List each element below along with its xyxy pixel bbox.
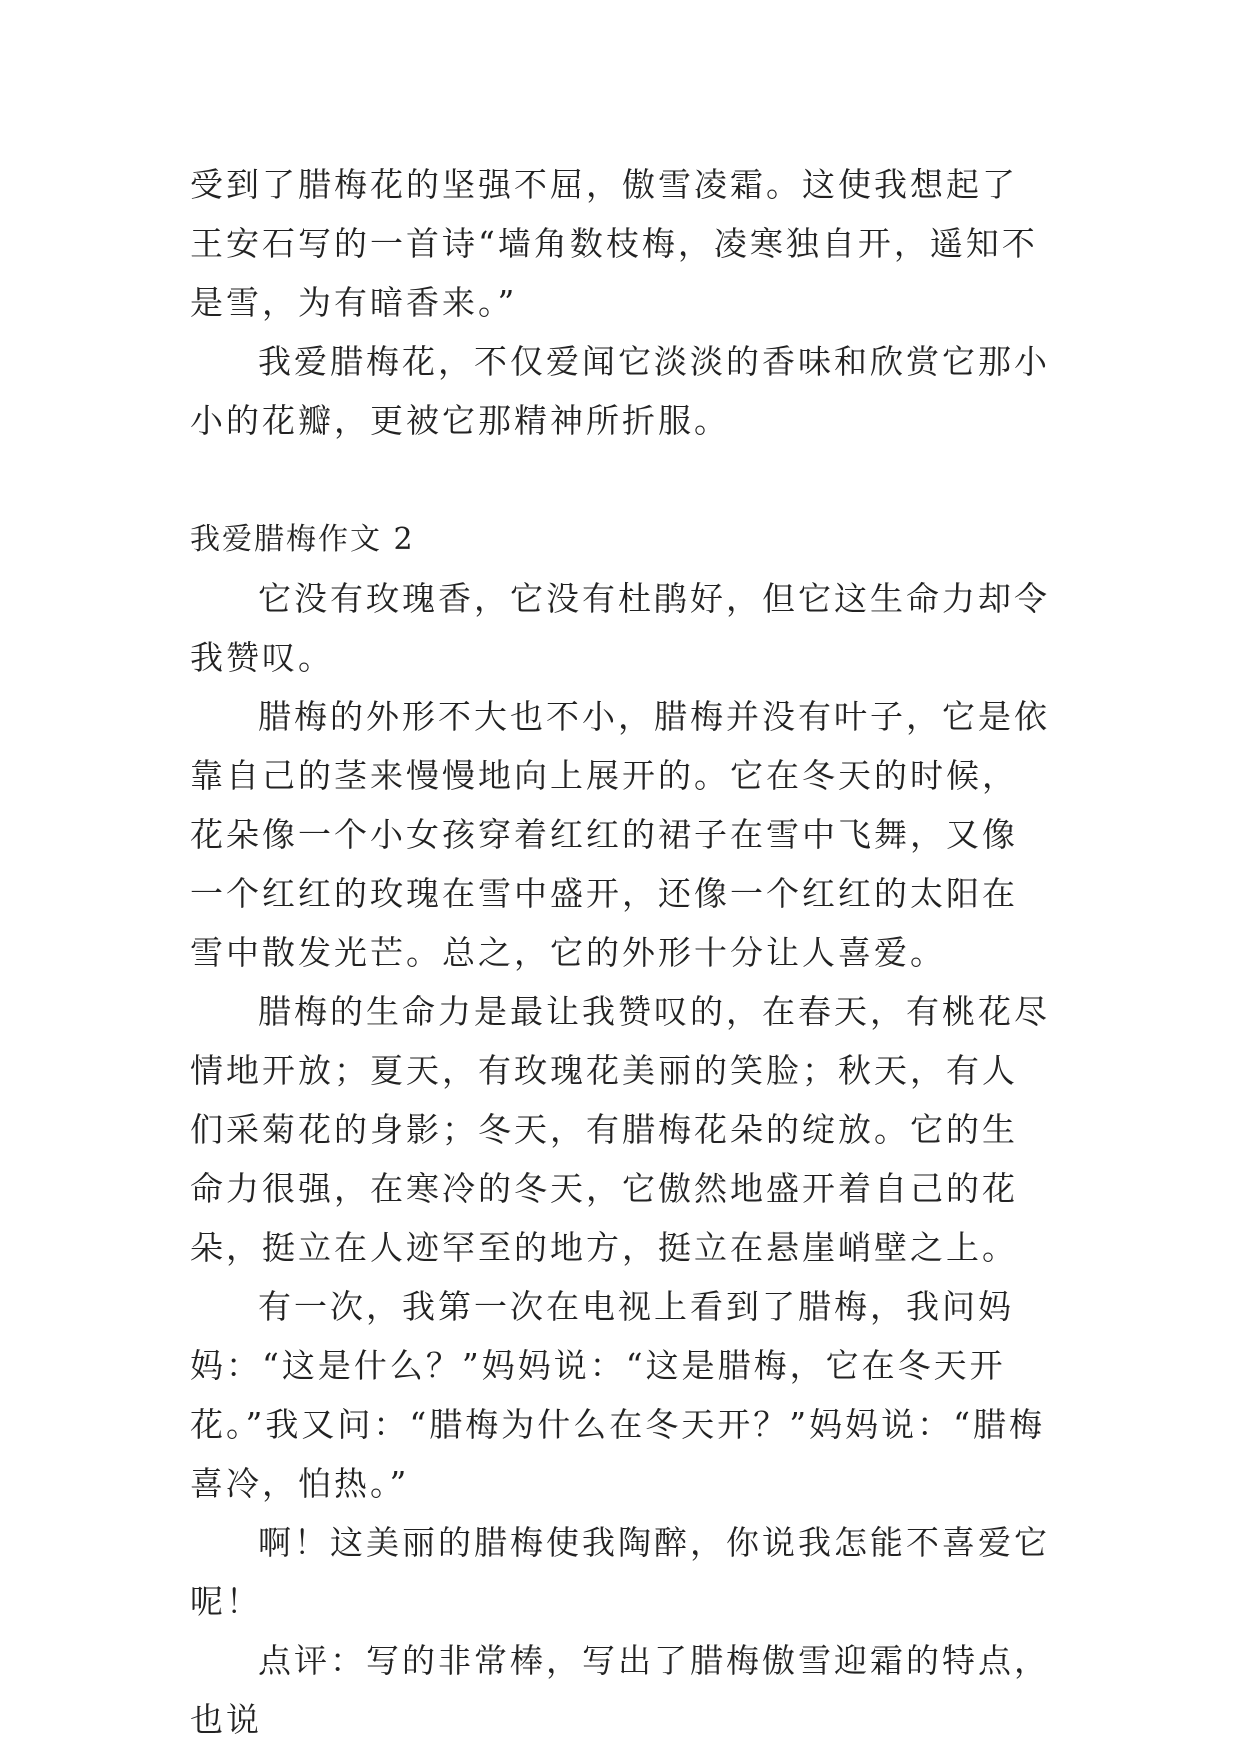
paragraph: 受到了腊梅花的坚强不屈，傲雪凌霜。这使我想起了王安石写的一首诗“墙角数枝梅，凌寒独自开，遥知不是雪，为有暗香来。” (190, 165, 1038, 322)
paragraph: 我爱腊梅花，不仅爱闻它淡淡的香味和欣赏它那小小的花瓣，更被它那精神所折服。 (190, 342, 1050, 440)
paragraph: 啊！这美丽的腊梅使我陶醉，你说我怎能不喜爱它呢！ (190, 1523, 1050, 1621)
paragraph: 有一次，我第一次在电视上看到了腊梅，我问妈妈：“这是什么？”妈妈说：“这是腊梅，它在冬天开花。”我又问：“腊梅为什么在冬天开？”妈妈说：“腊梅喜冷，怕热。” (190, 1287, 1045, 1503)
paragraph: 点评：写的非常棒，写出了腊梅傲雪迎霜的特点，也说 (190, 1641, 1050, 1739)
document-body (190, 155, 1050, 1749)
paragraph: 腊梅的外形不大也不小，腊梅并没有叶子，它是依靠自己的茎来慢慢地向上展开的。它在冬天的时候，花朵像一个小女孩穿着红红的裙子在雪中飞舞，又像一个红红的玫瑰在雪中盛开，还像一个红红的太阳在雪中散发光芒。总之，它的外形十分让人喜爱。 (190, 697, 1050, 972)
paragraph: 腊梅的生命力是最让我赞叹的，在春天，有桃花尽情地开放；夏天，有玫瑰花美丽的笑脸；秋天，有人们采菊花的身影；冬天，有腊梅花朵的绽放。它的生命力很强，在寒冷的冬天，它傲然地盛开着自己的花朵，挺立在人迹罕至的地方，挺立在悬崖峭壁之上。 (190, 992, 1050, 1267)
paragraph: 它没有玫瑰香，它没有杜鹃好，但它这生命力却令我赞叹。 (190, 579, 1050, 677)
section-heading: 我爱腊梅作文 2 (190, 522, 415, 557)
section-gap (190, 450, 1050, 510)
